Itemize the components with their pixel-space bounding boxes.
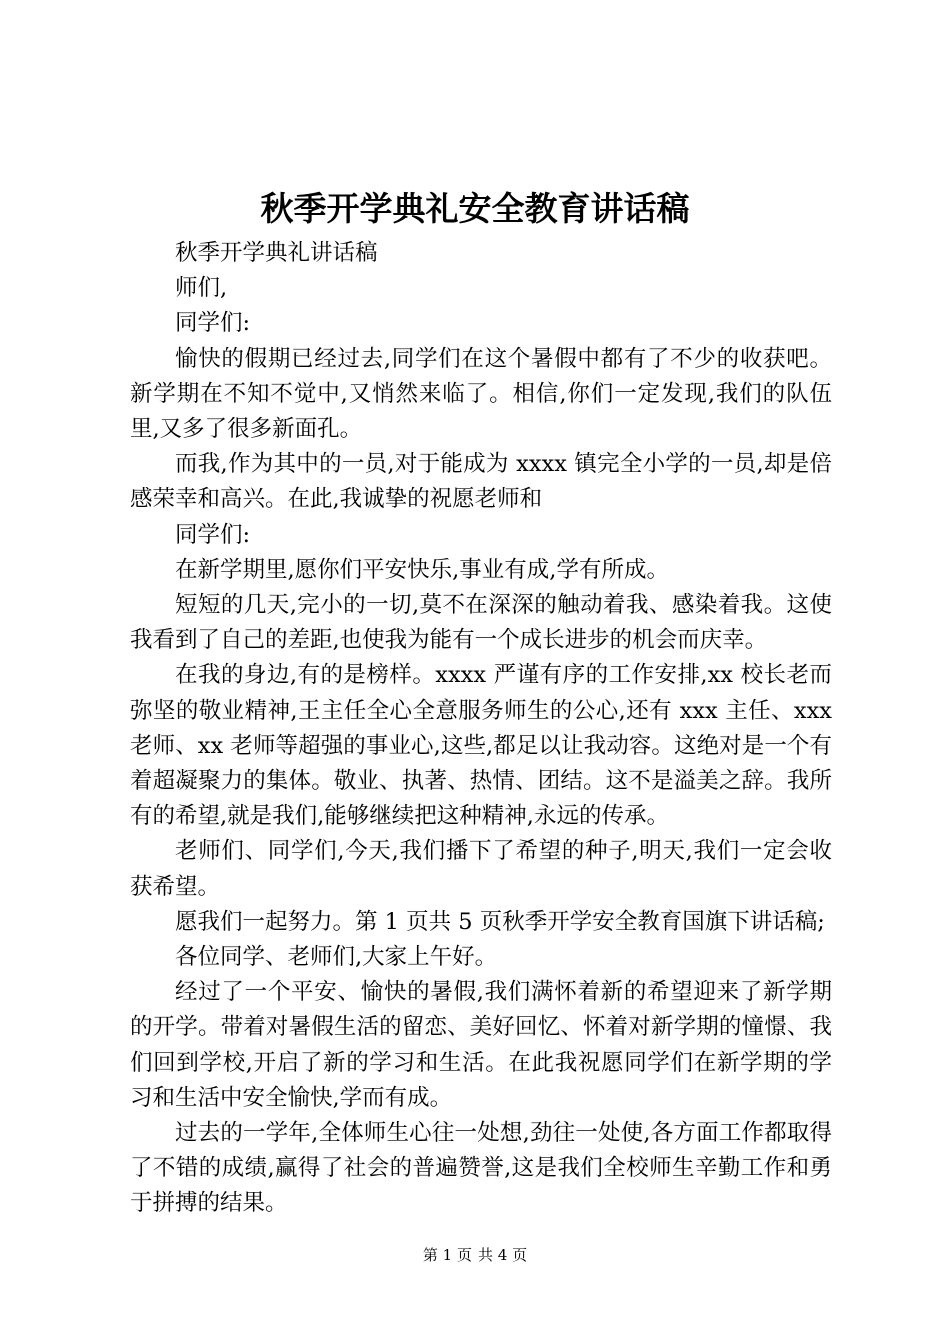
paragraph: 秋季开学典礼讲话稿 (175, 240, 378, 266)
page-number: 第 1 页 (422, 1246, 472, 1264)
paragraph: 短短的几天,完小的一切,莫不在深深的触动着我、感染着我。这使我看到了自己的差距,也使我为能有一个成长进步的机会而庆幸。 (130, 592, 832, 654)
paragraph: 同学们: (175, 521, 251, 548)
paragraph: 愿我们一起努力。第 1 页共 5 页秋季开学安全教育国旗下讲话稿; (175, 908, 825, 935)
paragraph: 过去的一学年,全体师生心往一处想,劲往一处使,各方面工作都取得了不错的成绩,赢得了社会的普遍赞誉,这是我们全校师生辛勤工作和勇于拼搏的结果。 (130, 1120, 832, 1217)
paragraph: 师们, (175, 275, 228, 302)
paragraph: 各位同学、老师们,大家上午好。 (175, 944, 498, 971)
paragraph: 同学们: (175, 310, 251, 337)
page-footer (0, 1245, 950, 1265)
document-body (130, 236, 832, 1222)
paragraph: 经过了一个平安、愉快的暑假,我们满怀着新的希望迎来了新学期的开学。带着对暑假生活的留恋、美好回忆、怀着对新学期的憧憬、我们回到学校,开启了新的学习和生活。在此我祝愿同学们在新学期的学习和生活中安全愉快,学而有成。 (130, 979, 832, 1111)
paragraph: 老师们、同学们,今天,我们播下了希望的种子,明天,我们一定会收获希望。 (130, 838, 832, 900)
document-title: 秋季开学典礼安全教育讲话稿 (260, 189, 690, 228)
paragraph: 愉快的假期已经过去,同学们在这个暑假中都有了不少的收获吧。新学期在不知不觉中,又悄然来临了。相信,你们一定发现,我们的队伍里,又多了很多新面孔。 (130, 345, 832, 443)
paragraph: 在新学期里,愿你们平安快乐,事业有成,学有所成。 (175, 556, 669, 583)
paragraph: 而我,作为其中的一员,对于能成为 xxxx 镇完全小学的一员,却是倍感荣幸和高兴。在此,我诚挚的祝愿老师和 (130, 451, 832, 513)
paragraph: 在我的身边,有的是榜样。xxxx 严谨有序的工作安排,xx 校长老而弥坚的敬业精神,王主任全心全意服务师生的公心,还有 xxx 主任、xxx 老师、xx 老师等超强的事业心,这些,都足以让我动容。这绝对是一个有着超凝聚力的集体。敬业、执著、热情、团结。这不是溢美之辞。我所有的希望,就是我们,能够继续把这种精神,永远的传承。 (130, 662, 832, 830)
page-total: 共 4 页 (478, 1246, 528, 1264)
